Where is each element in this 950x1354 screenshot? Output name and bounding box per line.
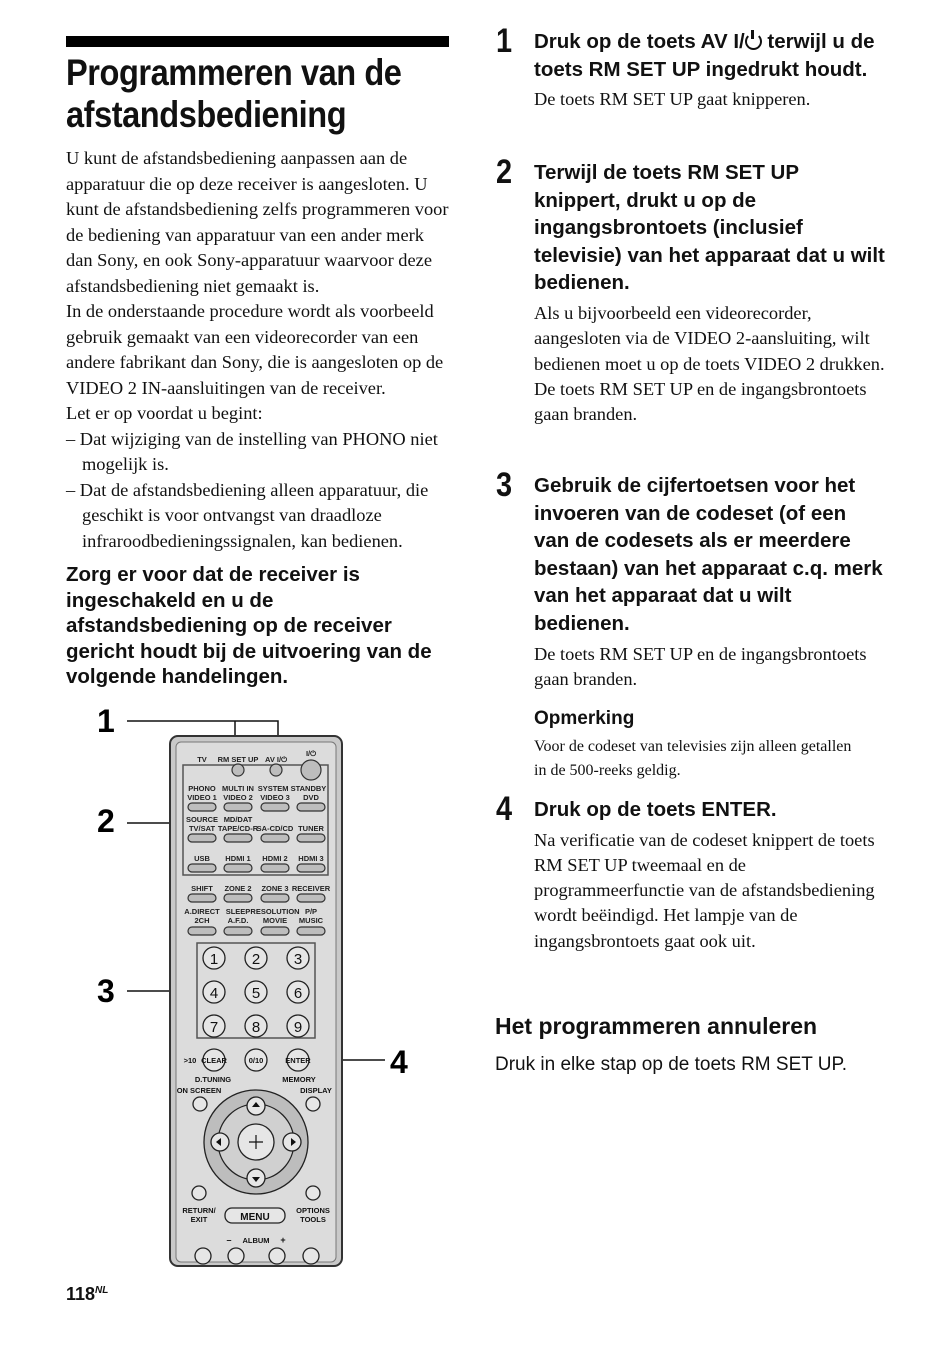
digit-9-label: 9 [293, 1019, 303, 1036]
digit-1-label: 1 [209, 951, 219, 968]
label-movie: MOVIE [262, 916, 288, 925]
callout-3: 3 [97, 973, 115, 1009]
step-3-body: De toets RM SET UP en de ingangsbrontoets gaan branden. [534, 643, 867, 689]
label-enter: ENTER [285, 1056, 311, 1065]
label-video3: VIDEO 3 [260, 793, 290, 802]
receiver-button[interactable] [297, 894, 325, 902]
intro-paragraph-2: In de onderstaande procedure wordt als voorbeeld gebruik gemaakt van een videorecorder van een andere fabrikant dan Sony, die is aangesloten op de VIDEO 2 IN-aansluitingen van de receiver. [66, 301, 444, 398]
step-3 [496, 468, 886, 692]
album-plus-button[interactable] [269, 1248, 285, 1264]
label-av-power: AV I/⏻ [264, 755, 288, 764]
intro-bullet-1: – Dat wijziging van de instelling van PHONO niet mogelijk is. [66, 428, 438, 474]
label-return: RETURN/ [182, 1206, 216, 1215]
digit-5-label: 5 [251, 985, 261, 1002]
power-button[interactable] [301, 760, 321, 780]
label-tv: TV [197, 755, 207, 764]
remote-control-illustration [85, 690, 408, 1255]
cancel-heading: Het programmeren annuleren [495, 1013, 818, 1039]
label-afd: A.F.D. [227, 916, 249, 925]
label-album-plus: + [280, 1235, 286, 1245]
label-display: DISPLAY [300, 1086, 332, 1095]
note-heading: Opmerking [534, 708, 635, 729]
intro-paragraph-1: U kunt de afstandsbediening aanpassen aan de apparatuur die op deze receiver is aangesloten. U kunt de afstandsbediening zelfs programmeren voor de bediening van apparatuur van een ander merk dan Sony, en ook Sony-apparatuur waarvoor deze afstandsbediening niet gemaakt is. [66, 148, 449, 296]
step-3-heading: Gebruik de cijfertoetsen voor het invoeren van de codeset (of een van de codesets als er meerdere bestaan) van het apparaat c.q. merk van het apparaat dat u wilt bedienen. [534, 474, 883, 635]
label-album-minus: – [226, 1235, 232, 1245]
display-button[interactable] [306, 1097, 320, 1111]
label-system-standby: SYSTEM STANDBY [257, 784, 327, 793]
label-hdmi1: HDMI 1 [225, 854, 251, 863]
digit-6-label: 6 [293, 985, 303, 1002]
hdmi2-button[interactable] [261, 864, 289, 872]
label-dvd: DVD [303, 793, 319, 802]
zone2-button[interactable] [224, 894, 252, 902]
label-zone2: ZONE 2 [224, 884, 252, 893]
zone3-button[interactable] [261, 894, 289, 902]
options-button[interactable] [306, 1186, 320, 1200]
label-multi-in: MULTI IN [222, 784, 254, 793]
step-1-body: De toets RM SET UP gaat knipperen. [534, 89, 811, 110]
rm-set-up-button[interactable] [232, 764, 244, 776]
step-4 [496, 792, 886, 954]
power-icon [745, 33, 762, 50]
page-number-value: 118 [66, 1284, 96, 1304]
label-clear: CLEAR [201, 1056, 227, 1065]
label-video1: VIDEO 1 [187, 793, 217, 802]
label-d-tuning: D.TUNING [194, 1075, 232, 1084]
step-1 [496, 24, 886, 112]
label-tools: TOOLS [300, 1215, 326, 1224]
step-2-heading: Terwijl de toets RM SET UP knippert, drukt u op de ingangsbrontoets (inclusief televisie) van het apparaat dat u wilt bedienen. [534, 161, 885, 295]
intro-paragraph-3: Let er op voordat u begint: [66, 403, 263, 423]
title-line-2: afstandsbediening [66, 94, 347, 135]
label-source: SOURCE [185, 815, 219, 824]
title-rule [66, 36, 449, 47]
label-tv-sat: TV/SAT [188, 824, 216, 833]
label-tuner: TUNER [298, 824, 324, 833]
label-sleep: SLEEP [225, 907, 251, 916]
tape-cdr-button[interactable] [224, 834, 252, 842]
label-phono: PHONO [188, 784, 216, 793]
a-direct-button[interactable] [188, 927, 216, 935]
label-a-direct: A.DIRECT [184, 907, 220, 916]
step-1-heading-b: terwijl u de toets RM SET UP ingedrukt houdt. [534, 30, 875, 81]
step-1-heading [534, 24, 886, 83]
step-2-body-1: Als u bijvoorbeeld een videorecorder, aangesloten via de VIDEO 2-aansluiting, wilt bedienen moet u op de toets VIDEO 2 drukken. [534, 302, 885, 374]
step-1-number: 1 [496, 22, 513, 60]
label-exit: EXIT [190, 1215, 208, 1224]
label-music: MUSIC [298, 916, 324, 925]
pp-button[interactable] [297, 927, 325, 935]
step-1-heading-a: Druk op de toets AV I/ [534, 30, 745, 53]
label-sacd-cd: SA-CD/CD [256, 824, 294, 833]
note-text: Voor de codeset van televisies zijn alleen getallen in de 500-reeks geldig. [534, 738, 852, 779]
video2-button[interactable] [224, 803, 252, 811]
digit-7-label: 7 [209, 1019, 219, 1036]
digit-8-label: 8 [251, 1019, 261, 1036]
label-hdmi3: HDMI 3 [298, 854, 324, 863]
page-title [66, 52, 409, 136]
tv-sat-button[interactable] [188, 834, 216, 842]
step-2-body [534, 301, 886, 427]
callout-4: 4 [390, 1044, 408, 1080]
page-number [66, 1284, 108, 1305]
av-power-button[interactable] [270, 764, 282, 776]
page-language-suffix: NL [95, 1285, 109, 1296]
usb-button[interactable] [188, 864, 216, 872]
label-album: ALBUM [242, 1236, 270, 1245]
tuner-button[interactable] [297, 834, 325, 842]
step-4-number: 4 [496, 790, 513, 828]
label-receiver: RECEIVER [291, 884, 331, 893]
dvd-button[interactable] [297, 803, 325, 811]
label-power: I/⏻ [305, 749, 317, 758]
shift-button[interactable] [188, 894, 216, 902]
hdmi1-button[interactable] [224, 864, 252, 872]
label-on-screen: ON SCREEN [176, 1086, 222, 1095]
title-line-1: Programmeren van de [66, 52, 402, 93]
video3-button[interactable] [261, 803, 289, 811]
return-button[interactable] [192, 1186, 206, 1200]
label-rm-set-up: RM SET UP [217, 755, 259, 764]
step-2 [496, 155, 886, 427]
step-4-heading: Druk op de toets ENTER. [534, 798, 777, 821]
cancel-text: Druk in elke stap op de toets RM SET UP. [495, 1054, 848, 1075]
label-resolution: RESOLUTION [250, 907, 300, 916]
label-pp: P/P [304, 907, 318, 916]
sleep-button[interactable] [224, 927, 252, 935]
label-tape-cdr: TAPE/CD-R [217, 824, 259, 833]
callout-2: 2 [97, 803, 115, 839]
video1-button[interactable] [188, 803, 216, 811]
digit-3-label: 3 [293, 951, 303, 968]
callout-1: 1 [97, 703, 115, 739]
label-options: OPTIONS [296, 1206, 330, 1215]
label-video2: VIDEO 2 [223, 793, 253, 802]
label-gt10: >10 [183, 1056, 197, 1065]
next-button[interactable] [303, 1248, 319, 1264]
left-instruction: Zorg er voor dat de receiver is ingeschakeld en u de afstandsbediening op de receiver gericht houdt bij de uitvoering van de volgende handelingen. [66, 563, 432, 688]
digit-2-label: 2 [251, 951, 261, 968]
prev-button[interactable] [195, 1248, 211, 1264]
sacd-cd-button[interactable] [261, 834, 289, 842]
intro-text [66, 146, 450, 554]
label-usb: USB [194, 854, 210, 863]
digit-4-label: 4 [209, 985, 219, 1002]
label-zero: 0/10 [248, 1056, 264, 1065]
label-md-dat: MD/DAT [223, 815, 253, 824]
label-zone3: ZONE 3 [261, 884, 289, 893]
album-minus-button[interactable] [228, 1248, 244, 1264]
on-screen-button[interactable] [193, 1097, 207, 1111]
resolution-button[interactable] [261, 927, 289, 935]
label-hdmi2: HDMI 2 [262, 854, 288, 863]
label-shift: SHIFT [191, 884, 213, 893]
hdmi3-button[interactable] [297, 864, 325, 872]
label-memory: MEMORY [282, 1075, 316, 1084]
step-4-body: Na verificatie van de codeset knippert de toets RM SET UP tweemaal en de programmeerfunctie van de afstandsbediening wordt beëindigd. Het lampje van de ingangsbrontoets gaat ook uit. [534, 829, 875, 951]
label-menu: MENU [240, 1212, 270, 1223]
intro-bullet-2: – Dat de afstandsbediening alleen apparatuur, die geschikt is voor ontvangst van draadloze infraroodbedieningssignalen, kan bedienen. [66, 479, 429, 551]
step-2-number: 2 [496, 153, 513, 191]
label-2ch: 2CH [194, 916, 210, 925]
step-2-body-2: De toets RM SET UP en de ingangsbrontoets gaan branden. [534, 378, 867, 425]
step-3-number: 3 [496, 466, 513, 504]
